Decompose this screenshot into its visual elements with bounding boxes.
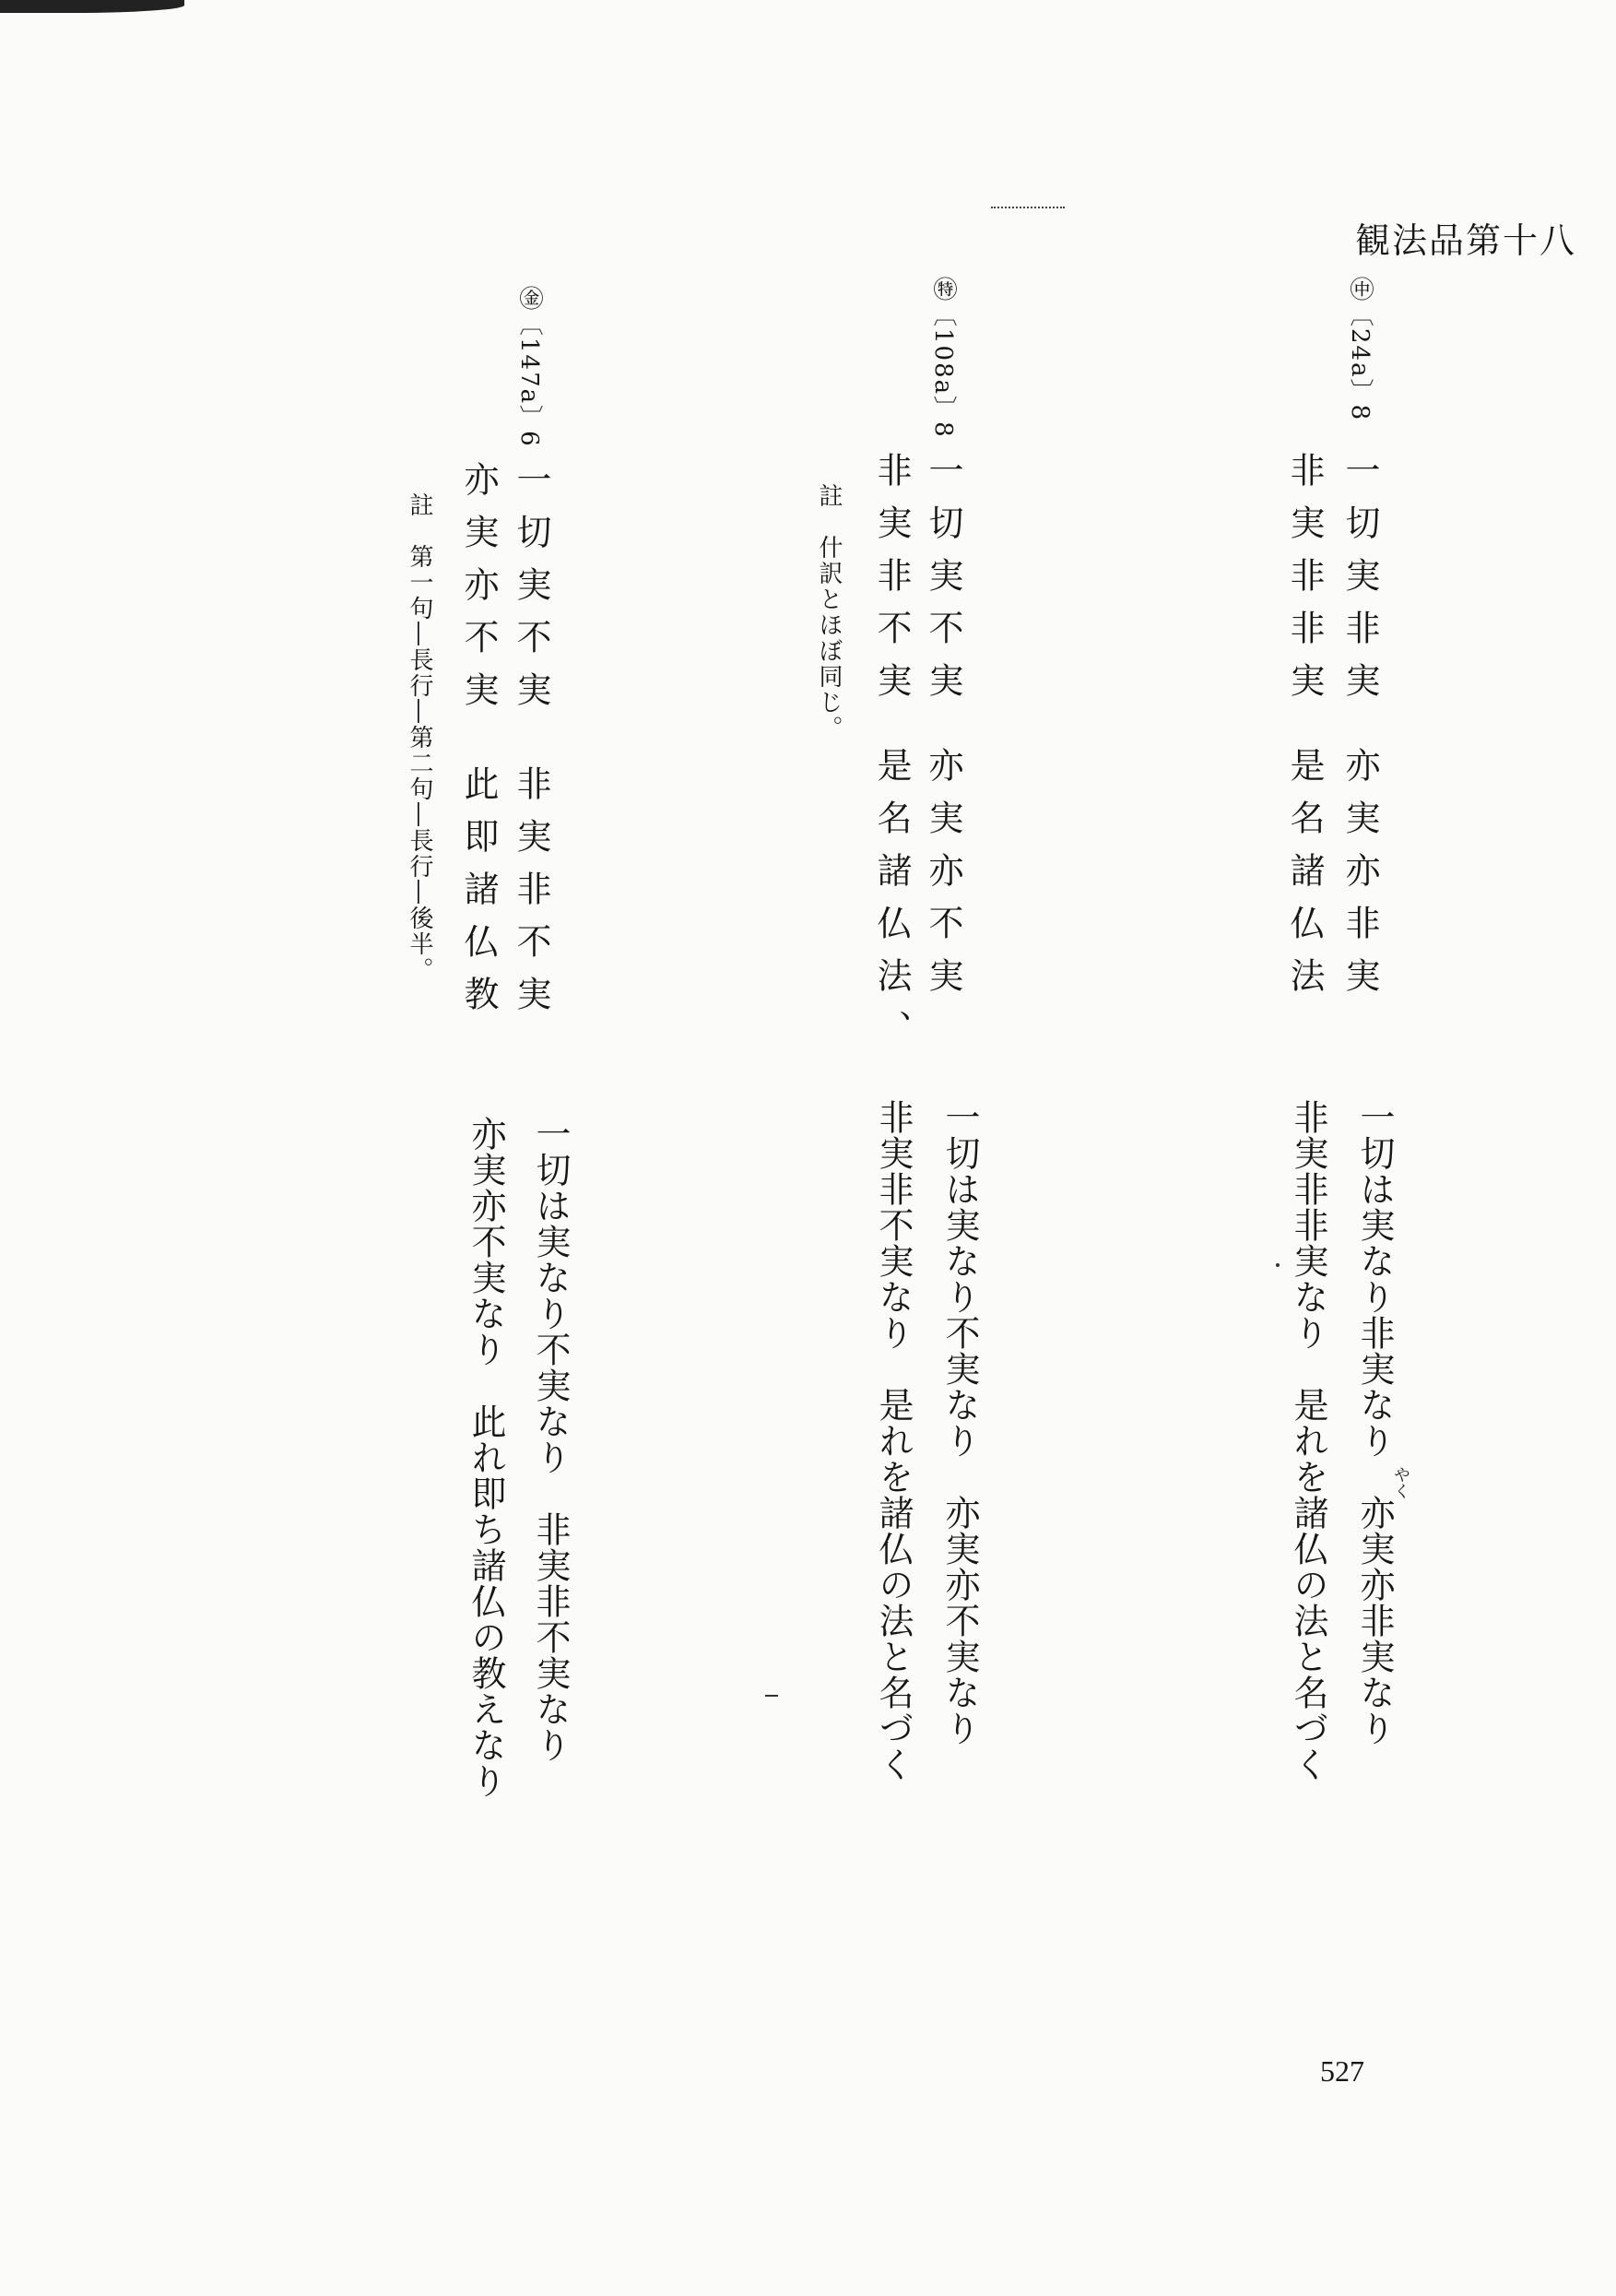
translation-line-2: 非実非不実なり 是れを諸仏の法と名づく bbox=[873, 1099, 914, 1782]
verse-line-2b: 此即諸仏教 bbox=[458, 765, 499, 1028]
verse-line-2b: 是名諸仏法 bbox=[1284, 747, 1325, 1010]
section-marker: ㊕〔108a〕8 bbox=[929, 277, 957, 439]
section-marker: ㊥〔24a〕8 bbox=[1346, 277, 1374, 422]
translation-line-1: 一切は実なり不実なり 非実非不実なり bbox=[530, 1116, 571, 1763]
verse-line-1a: 一切実不実 bbox=[923, 452, 963, 715]
verse-line-1b: 亦実亦不実 bbox=[923, 747, 963, 1010]
translation-line-1: 一切は実なり不実なり 亦実亦不実なり bbox=[939, 1099, 980, 1746]
scan-speck bbox=[1276, 1263, 1280, 1267]
page-number: 527 bbox=[1320, 2054, 1364, 2088]
verse-line-1a: 一切実不実 bbox=[511, 461, 551, 724]
translation-line-1: 一切は実なり非実なり 亦実亦非実なり bbox=[1354, 1099, 1395, 1746]
chapter-title: 観法品第十八 bbox=[1355, 220, 1577, 261]
scan-edge-shadow bbox=[0, 0, 184, 13]
section-note: 註 什訳とほぼ同じ。 bbox=[815, 483, 843, 741]
translation-ruby: やく bbox=[1391, 1466, 1410, 1499]
scan-speck bbox=[765, 1695, 778, 1697]
verse-line-2a: 亦実亦不実 bbox=[458, 461, 499, 724]
verse-line-1b: 亦実亦非実 bbox=[1339, 747, 1380, 1010]
verse-line-2b: 是名諸仏法、 bbox=[871, 747, 912, 1062]
verse-line-2a: 非実非非実 bbox=[1284, 452, 1325, 715]
verse-line-1a: 一切実非実 bbox=[1339, 452, 1380, 715]
translation-line-2: 非実非非実なり 是れを諸仏の法と名づく bbox=[1288, 1099, 1328, 1782]
verse-line-2a: 非実非不実 bbox=[871, 452, 912, 715]
verse-line-1b: 非実非不実 bbox=[511, 765, 551, 1028]
translation-line-2: 亦実亦不実なり 此れ即ち諸仏の教えなり bbox=[466, 1116, 506, 1799]
scan-speck bbox=[991, 207, 1065, 210]
section-marker: ㊎〔147a〕6 bbox=[515, 286, 543, 448]
section-note: 註 第一句―長行―第二句―長行―後半。 bbox=[406, 492, 433, 983]
